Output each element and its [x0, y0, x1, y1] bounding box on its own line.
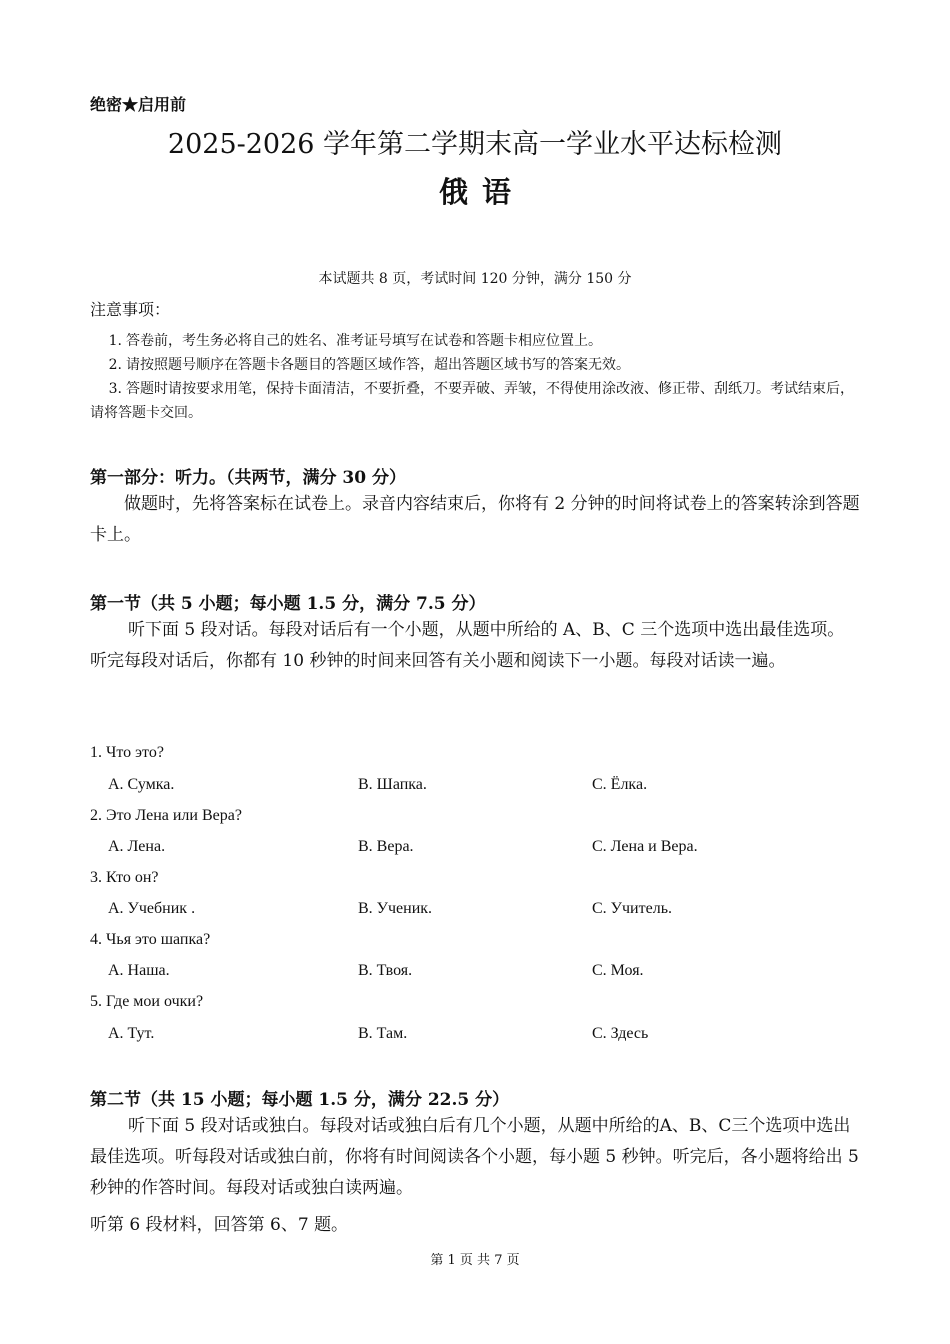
- section2-instruction: 听下面 5 段对话或独白。每段对话或独白后有几个小题，从题中所给的A、B、C三个选项中选出最佳选项。听每段对话或独白前，你将有时间阅读各个小题，每小题 5 秒钟。听完后，各小题将给出 5 秒钟的作答时间。每段对话或独白读两遍。: [90, 1116, 859, 1198]
- option-b: B. Твоя.: [358, 962, 413, 979]
- subject-title: 俄语: [438, 175, 525, 209]
- notice-item-number: 1.: [108, 333, 122, 349]
- notice-item-text: 请按照题号顺序在答题卡各题目的答题区域作答，超出答题区域书写的答案无效。: [126, 357, 630, 373]
- material-line: 听第 6 段材料，回答第 6、7 题。: [90, 1215, 349, 1235]
- option-c: C. Здесь: [592, 1025, 649, 1042]
- section2-heading: 第二节（共 15 小题；每小题 1.5 分，满分 22.5 分）: [90, 1090, 510, 1110]
- notice-item-text: 答卷前，考生务必将自己的姓名、准考证号填写在试卷和答题卡相应位置上。: [126, 333, 602, 349]
- option-a: A. Сумка.: [108, 776, 175, 793]
- confidential-label: 绝密★启用前: [90, 95, 187, 114]
- notice-item: [90, 329, 862, 353]
- option-b: B. Там.: [358, 1025, 408, 1042]
- option-a: A. Лена.: [108, 838, 166, 855]
- notice-item-number: 2.: [108, 357, 122, 373]
- section1-heading: 第一节（共 5 小题；每小题 1.5 分，满分 7.5 分）: [90, 594, 486, 614]
- notice-title: 注意事项：: [90, 300, 171, 319]
- option-c: C. Моя.: [592, 962, 644, 979]
- exam-info-line: 本试题共 8 页，考试时间 120 分钟，满分 150 分: [318, 271, 632, 287]
- notice-item: [90, 353, 862, 377]
- option-a: A. Наша.: [108, 962, 170, 979]
- notice-item: [90, 377, 862, 425]
- option-b: B. Ученик.: [358, 900, 433, 917]
- question-stem: 2. Это Лена или Вера?: [90, 807, 242, 824]
- part1-heading: 第一部分：听力。（共两节，满分 30 分）: [90, 468, 406, 488]
- option-c: C. Лена и Вера.: [592, 838, 698, 855]
- notice-item-number: 3.: [108, 381, 122, 397]
- option-b: B. Шапка.: [358, 776, 427, 793]
- question-stem: 4. Чья это шапка?: [90, 931, 211, 948]
- exam-title: 2025-2026 学年第二学期末高一学业水平达标检测: [167, 129, 783, 160]
- option-a: A. Тут.: [108, 1025, 155, 1042]
- section1-instruction: 听下面 5 段对话。每段对话后有一个小题，从题中所给的 A、B、C 三个选项中选出最佳选项。听完每段对话后，你都有 10 秒钟的时间来回答有关小题和阅读下一小题。每段对话读一遍。: [90, 620, 845, 671]
- part1-instruction: 做题时，先将答案标在试卷上。录音内容结束后，你将有 2 分钟的时间将试卷上的答案转涂到答题卡上。: [90, 494, 860, 545]
- question-stem: 3. Кто он?: [90, 869, 159, 886]
- option-c: C. Ёлка.: [592, 776, 648, 793]
- option-b: B. Вера.: [358, 838, 414, 855]
- notice-item-text: 答题时请按要求用笔，保持卡面清洁，不要折叠，不要弄破、弄皱，不得使用涂改液、修正带、刮纸刀。考试结束后，请将答题卡交回。: [90, 381, 854, 421]
- question-stem: 5. Где мои очки?: [90, 993, 204, 1010]
- page-footer: 第 1 页 共 7 页: [430, 1253, 520, 1268]
- option-c: C. Учитель.: [592, 900, 672, 917]
- question-stem: 1. Что это?: [90, 744, 164, 761]
- option-a: A. Учебник .: [108, 900, 196, 917]
